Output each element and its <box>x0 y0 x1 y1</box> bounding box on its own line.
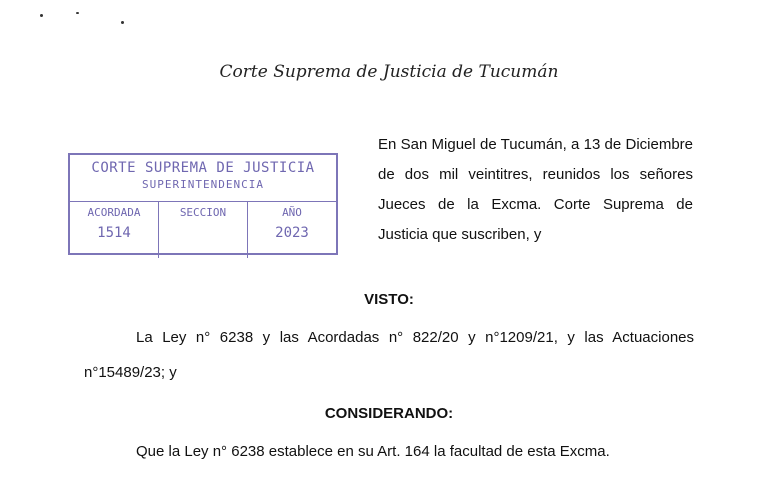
stamp-cell-acordada <box>70 202 158 258</box>
stamp-court-name: CORTE SUPREMA DE JUSTICIA <box>91 160 315 176</box>
court-header-title: Corte Suprema de Justicia de Tucumán <box>219 62 559 82</box>
acordada-stamp <box>68 153 338 255</box>
stamp-cell-value: 2023 <box>275 225 309 241</box>
stamp-cell-label: AÑO <box>282 206 302 219</box>
visto-paragraph: La Ley n° 6238 y las Acordadas n° 822/20 y n°1209/21, y las Actuaciones n°15489/23; y <box>84 329 694 381</box>
considerando-paragraph: Que la Ley n° 6238 establece en su Art. 164 la facultad de esta Excma. <box>136 443 610 460</box>
considerando-heading: CONSIDERANDO: <box>324 405 454 422</box>
stamp-cell-label: SECCION <box>179 206 227 219</box>
stamp-department: SUPERINTENDENCIA <box>142 178 264 191</box>
stamp-cell-value: 1514 <box>97 225 131 241</box>
stamp-header <box>70 160 336 202</box>
scan-speck <box>121 21 124 24</box>
intro-paragraph: En San Miguel de Tucumán, a 13 de Diciembre de dos mil veintitres, reunidos los señores Jueces de la Excma. Corte Suprema de Justicia que suscriben, y <box>378 136 693 243</box>
stamp-cell-seccion <box>158 202 247 258</box>
scan-speck <box>40 14 43 17</box>
stamp-fields <box>70 202 336 258</box>
scan-speck <box>76 12 79 14</box>
stamp-cell-anio <box>247 202 336 258</box>
stamp-cell-label: ACORDADA <box>87 206 141 219</box>
visto-heading: VISTO: <box>364 291 414 308</box>
